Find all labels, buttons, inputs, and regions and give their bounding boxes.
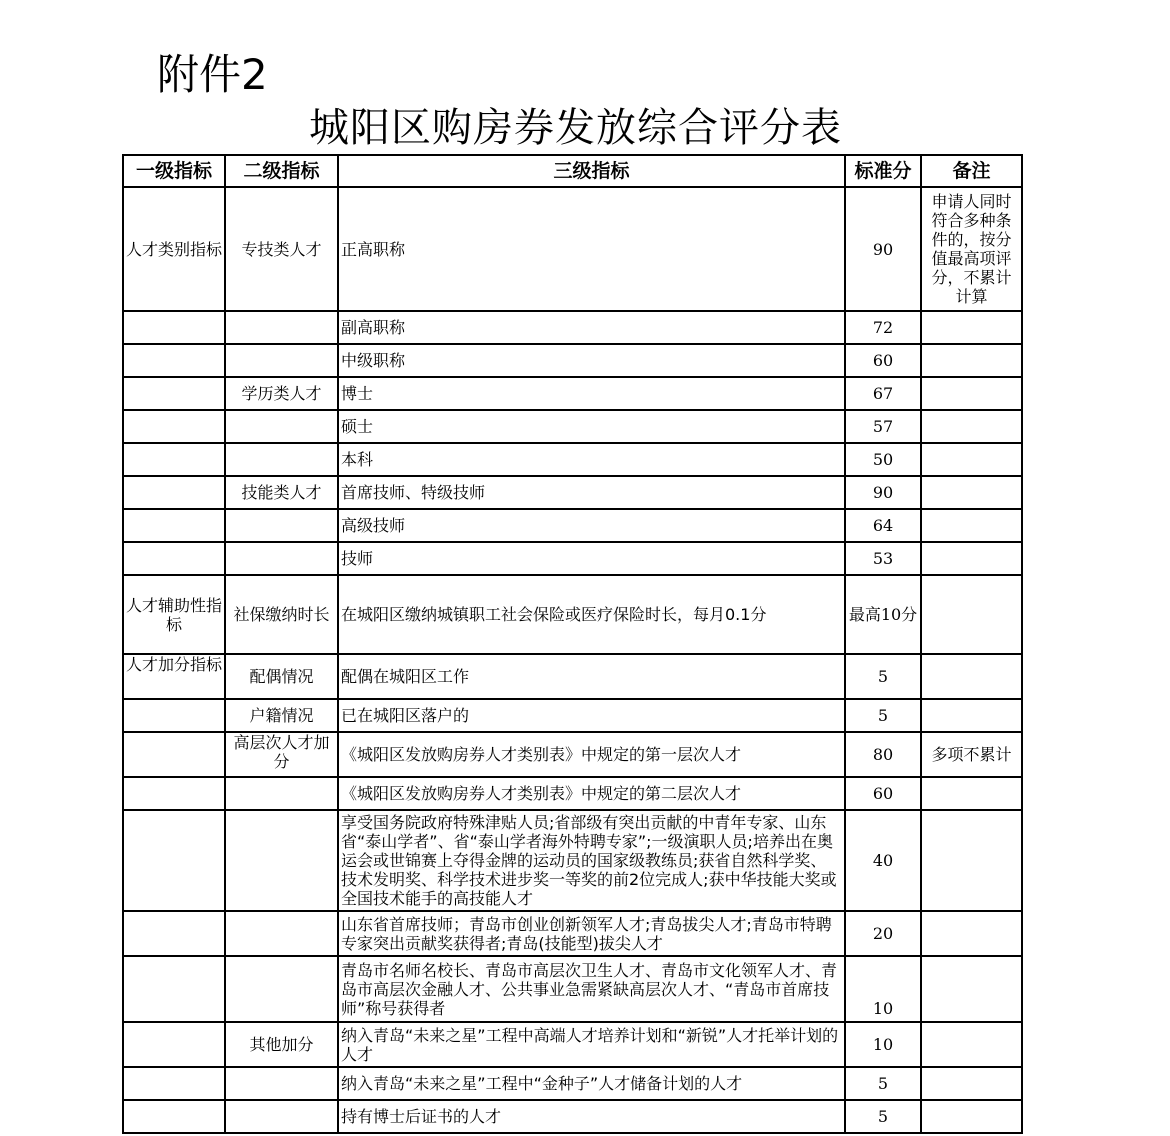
note-cell xyxy=(921,1022,1022,1067)
note-cell xyxy=(921,911,1022,956)
level1-cell xyxy=(123,777,225,810)
table-row xyxy=(123,187,1022,311)
table-row xyxy=(123,956,1022,1022)
level3-cell: 高级技师 xyxy=(338,509,845,542)
level3-cell: 已在城阳区落户的 xyxy=(338,699,845,732)
level3-cell: 持有博士后证书的人才 xyxy=(338,1100,845,1133)
score-cell: 90 xyxy=(845,187,921,311)
note-cell xyxy=(921,476,1022,509)
level2-cell: 技能类人才 xyxy=(225,476,338,509)
level3-cell: 首席技师、特级技师 xyxy=(338,476,845,509)
note-cell xyxy=(921,311,1022,344)
note-cell xyxy=(921,699,1022,732)
level1-cell xyxy=(123,377,225,410)
score-cell: 60 xyxy=(845,344,921,377)
score-cell: 67 xyxy=(845,377,921,410)
note-cell xyxy=(921,810,1022,911)
table-row xyxy=(123,654,1022,699)
note-cell xyxy=(921,654,1022,699)
level1-cell: 人才类别指标 xyxy=(123,187,225,311)
level1-cell: 人才辅助性指标 xyxy=(123,575,225,654)
note-cell xyxy=(921,542,1022,575)
level2-cell xyxy=(225,1100,338,1133)
level3-cell: 在城阳区缴纳城镇职工社会保险或医疗保险时长，每月0.1分 xyxy=(338,575,845,654)
level1-cell xyxy=(123,344,225,377)
header-level2: 二级指标 xyxy=(225,155,338,187)
level2-cell xyxy=(225,410,338,443)
level1-cell xyxy=(123,443,225,476)
score-cell: 最高10分 xyxy=(845,575,921,654)
score-cell: 90 xyxy=(845,476,921,509)
level2-cell xyxy=(225,1067,338,1100)
scoring-table xyxy=(122,154,1023,1134)
level2-cell xyxy=(225,777,338,810)
score-cell: 57 xyxy=(845,410,921,443)
level3-cell: 技师 xyxy=(338,542,845,575)
level3-cell: 享受国务院政府特殊津贴人员;省部级有突出贡献的中青年专家、山东省“泰山学者”、省“泰山学者海外特聘专家”;一级演职人员;培养出在奥运会或世锦赛上夺得金牌的运动员的国家级教练员;获省自然科学奖、技术发明奖、科学技术进步奖一等奖的前2位完成人;获中华技能大奖或全国技术能手的高技能人才 xyxy=(338,810,845,911)
level2-cell: 社保缴纳时长 xyxy=(225,575,338,654)
table-row xyxy=(123,911,1022,956)
score-cell: 50 xyxy=(845,443,921,476)
table-row xyxy=(123,1067,1022,1100)
table-row xyxy=(123,542,1022,575)
level1-cell: 人才加分指标 xyxy=(123,654,225,699)
level3-cell: 正高职称 xyxy=(338,187,845,311)
table-row xyxy=(123,732,1022,777)
attachment-label: 附件2 xyxy=(157,50,268,99)
table-row xyxy=(123,311,1022,344)
table-row xyxy=(123,410,1022,443)
level3-cell: 纳入青岛“未来之星”工程中高端人才培养计划和“新锐”人才托举计划的人才 xyxy=(338,1022,845,1067)
level3-cell: 《城阳区发放购房券人才类别表》中规定的第一层次人才 xyxy=(338,732,845,777)
note-cell xyxy=(921,410,1022,443)
level1-cell xyxy=(123,956,225,1022)
level2-cell xyxy=(225,311,338,344)
table-row xyxy=(123,344,1022,377)
level1-cell xyxy=(123,732,225,777)
score-cell: 5 xyxy=(845,699,921,732)
table-row xyxy=(123,476,1022,509)
level3-cell: 副高职称 xyxy=(338,311,845,344)
level2-cell xyxy=(225,810,338,911)
level2-cell: 户籍情况 xyxy=(225,699,338,732)
level2-cell xyxy=(225,443,338,476)
score-cell: 64 xyxy=(845,509,921,542)
score-cell: 53 xyxy=(845,542,921,575)
note-cell xyxy=(921,1100,1022,1133)
level2-cell xyxy=(225,956,338,1022)
header-note: 备注 xyxy=(921,155,1022,187)
level2-cell: 学历类人才 xyxy=(225,377,338,410)
level1-cell xyxy=(123,810,225,911)
note-cell xyxy=(921,575,1022,654)
note-cell: 多项不累计 xyxy=(921,732,1022,777)
header-level1: 一级指标 xyxy=(123,155,225,187)
header-score: 标准分 xyxy=(845,155,921,187)
score-cell: 40 xyxy=(845,810,921,911)
table-row xyxy=(123,509,1022,542)
level3-cell: 纳入青岛“未来之星”工程中“金种子”人才储备计划的人才 xyxy=(338,1067,845,1100)
table-row xyxy=(123,699,1022,732)
level1-cell xyxy=(123,911,225,956)
level1-cell xyxy=(123,311,225,344)
level1-cell xyxy=(123,1022,225,1067)
level2-cell xyxy=(225,509,338,542)
level1-cell xyxy=(123,1067,225,1100)
level3-cell: 配偶在城阳区工作 xyxy=(338,654,845,699)
level1-cell xyxy=(123,410,225,443)
header-level3: 三级指标 xyxy=(338,155,845,187)
level3-cell: 硕士 xyxy=(338,410,845,443)
table-row xyxy=(123,1022,1022,1067)
level3-cell: 中级职称 xyxy=(338,344,845,377)
note-cell: 申请人同时符合多种条件的，按分值最高项评分，不累计计算 xyxy=(921,187,1022,311)
level1-cell xyxy=(123,476,225,509)
level1-cell xyxy=(123,509,225,542)
note-cell xyxy=(921,443,1022,476)
table-row xyxy=(123,777,1022,810)
note-cell xyxy=(921,777,1022,810)
score-cell: 72 xyxy=(845,311,921,344)
note-cell xyxy=(921,509,1022,542)
table-row xyxy=(123,575,1022,654)
table-row xyxy=(123,377,1022,410)
note-cell xyxy=(921,344,1022,377)
note-cell xyxy=(921,1067,1022,1100)
page-title: 城阳区购房券发放综合评分表 xyxy=(309,105,842,151)
level3-cell: 博士 xyxy=(338,377,845,410)
score-cell: 5 xyxy=(845,1100,921,1133)
table-row xyxy=(123,1100,1022,1133)
table-row xyxy=(123,443,1022,476)
score-cell: 10 xyxy=(845,956,921,1022)
level2-cell: 配偶情况 xyxy=(225,654,338,699)
table-header-row xyxy=(123,155,1022,187)
level2-cell: 高层次人才加分 xyxy=(225,732,338,777)
level2-cell: 其他加分 xyxy=(225,1022,338,1067)
level3-cell: 《城阳区发放购房券人才类别表》中规定的第二层次人才 xyxy=(338,777,845,810)
level1-cell xyxy=(123,542,225,575)
score-cell: 5 xyxy=(845,1067,921,1100)
level2-cell xyxy=(225,542,338,575)
level2-cell xyxy=(225,344,338,377)
level1-cell xyxy=(123,1100,225,1133)
score-cell: 10 xyxy=(845,1022,921,1067)
score-cell: 20 xyxy=(845,911,921,956)
level2-cell xyxy=(225,911,338,956)
note-cell xyxy=(921,377,1022,410)
score-cell: 80 xyxy=(845,732,921,777)
level2-cell: 专技类人才 xyxy=(225,187,338,311)
level3-cell: 山东省首席技师；青岛市创业创新领军人才;青岛拔尖人才;青岛市特聘专家突出贡献奖获得者;青岛(技能型)拔尖人才 xyxy=(338,911,845,956)
level3-cell: 本科 xyxy=(338,443,845,476)
score-cell: 60 xyxy=(845,777,921,810)
table-row xyxy=(123,810,1022,911)
level3-cell: 青岛市名师名校长、青岛市高层次卫生人才、青岛市文化领军人才、青岛市高层次金融人才、公共事业急需紧缺高层次人才、“青岛市首席技师”称号获得者 xyxy=(338,956,845,1022)
note-cell xyxy=(921,956,1022,1022)
score-cell: 5 xyxy=(845,654,921,699)
level1-cell xyxy=(123,699,225,732)
